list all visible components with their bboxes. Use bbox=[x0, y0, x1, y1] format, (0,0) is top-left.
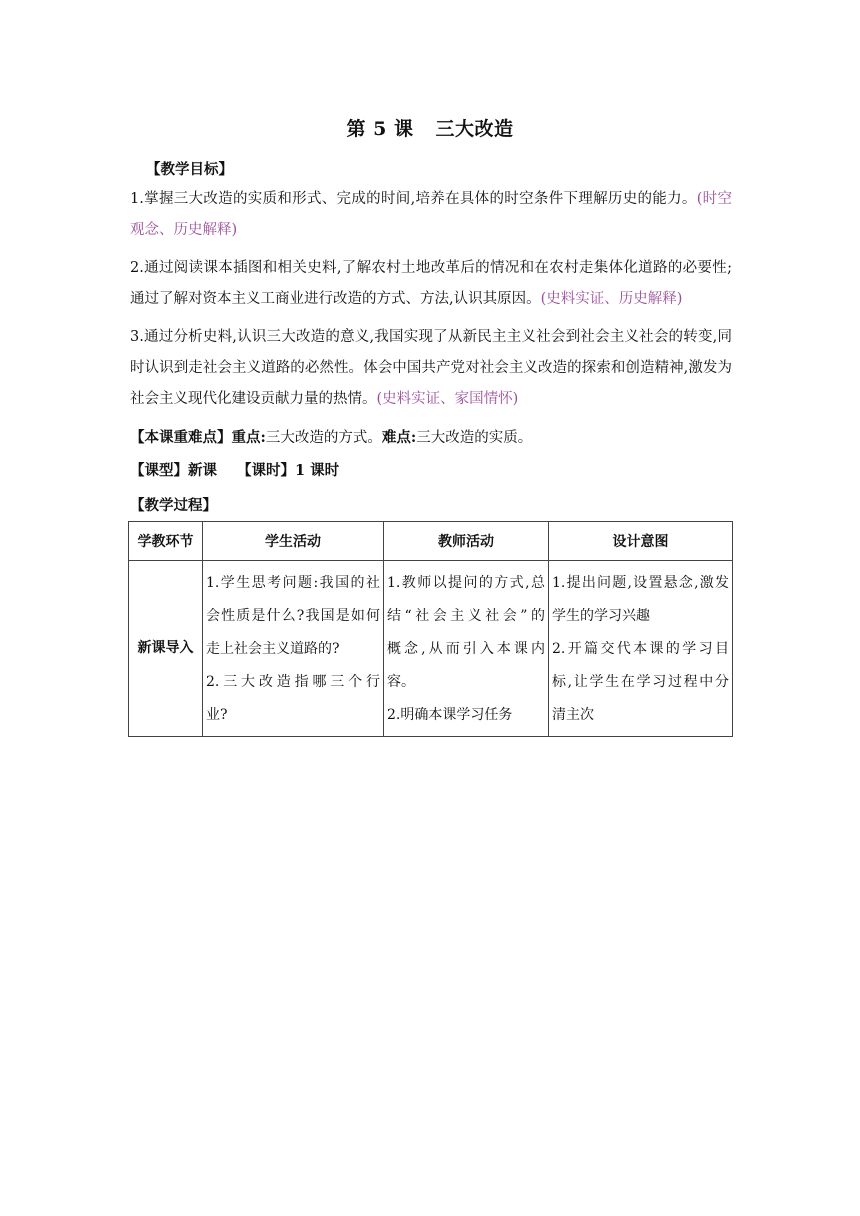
intent-line-1: 1.提出问题,设置悬念,激发 bbox=[552, 575, 729, 591]
teacher-line-2: 结“社会主义社会”的 bbox=[387, 608, 545, 624]
teaching-process-table bbox=[128, 521, 733, 737]
student-line-4: 2.三大改造指哪三个行 bbox=[206, 674, 380, 690]
key-label: 重点: bbox=[231, 429, 266, 446]
student-line-1: 1.学生思考问题:我国的社 bbox=[206, 575, 380, 591]
key-points bbox=[130, 422, 732, 454]
teacher-line-1: 1.教师以提问的方式,总 bbox=[387, 575, 545, 591]
goal-3-text: 3.通过分析史料,认识三大改造的意义,我国实现了从新民主主义社会到社会主义社会的转变,同时认识到走社会主义道路的必然性。体会中国共产党对社会主义改造的探索和创造精神,激发为社会主义现代化建设贡献力量的热情。 bbox=[130, 329, 732, 407]
lesson-hours-value: 1 课时 bbox=[295, 462, 340, 479]
header-intent: 设计意图 bbox=[549, 522, 733, 561]
lesson-hours-label: 【课时】 bbox=[237, 462, 295, 479]
lesson-type-label: 【课型】 bbox=[130, 462, 188, 479]
cell-stage: 新课导入 bbox=[129, 561, 203, 737]
goal-2 bbox=[130, 253, 732, 315]
header-student: 学生活动 bbox=[203, 522, 384, 561]
key-text: 三大改造的方式。 bbox=[265, 430, 382, 446]
difficult-label: 难点: bbox=[381, 429, 417, 446]
intent-line-3: 2.开篇交代本课的学习目 bbox=[552, 641, 729, 657]
goal-1 bbox=[130, 184, 732, 246]
goal-1-text: 1.掌握三大改造的实质和形式、完成的时间,培养在具体的时空条件下理解历史的能力。 bbox=[130, 191, 697, 207]
goals-heading: 【教学目标】 bbox=[146, 161, 233, 178]
header-stage: 学教环节 bbox=[129, 522, 203, 561]
cell-student-activity bbox=[203, 561, 384, 737]
goal-2-text: 2.通过阅读课本插图和相关史料,了解农村土地改革后的情况和在农村走集体化道路的必要性;通过了解对资本主义工商业进行改造的方式、方法,认识其原因。 bbox=[130, 260, 732, 307]
goal-3-note: (史料实证、家国情怀) bbox=[376, 391, 519, 407]
lesson-number: 第 5 课 bbox=[346, 118, 414, 140]
intent-line-5: 清主次 bbox=[552, 707, 594, 723]
student-line-5: 业? bbox=[206, 707, 228, 723]
goal-2-note: (史料实证、历史解释) bbox=[540, 291, 683, 307]
student-line-2: 会性质是什么?我国是如何 bbox=[206, 608, 380, 624]
cell-teacher-activity bbox=[384, 561, 549, 737]
lesson-title bbox=[0, 114, 860, 141]
goal-1-note: (时空观念、历史解释) bbox=[130, 191, 732, 238]
goal-3 bbox=[130, 322, 732, 415]
intent-line-2: 学生的学习兴趣 bbox=[552, 608, 650, 624]
cell-design-intent bbox=[549, 561, 733, 737]
table-header-row bbox=[129, 522, 733, 561]
teacher-line-5: 2.明确本课学习任务 bbox=[387, 707, 513, 723]
teacher-line-4: 容。 bbox=[387, 674, 415, 690]
table-row bbox=[129, 561, 733, 737]
lesson-type-line bbox=[130, 455, 732, 486]
intent-line-4: 标,让学生在学习过程中分 bbox=[552, 674, 729, 690]
lesson-name: 三大改造 bbox=[435, 118, 514, 140]
difficult-text: 三大改造的实质。 bbox=[416, 430, 533, 446]
lesson-type-value: 新课 bbox=[188, 462, 217, 479]
student-line-3: 走上社会主义道路的? bbox=[206, 641, 340, 657]
teacher-line-3: 概念,从而引入本课内 bbox=[387, 641, 545, 657]
header-teacher: 教师活动 bbox=[384, 522, 549, 561]
key-points-label: 【本课重难点】 bbox=[130, 429, 232, 446]
process-heading: 【教学过程】 bbox=[130, 497, 217, 514]
